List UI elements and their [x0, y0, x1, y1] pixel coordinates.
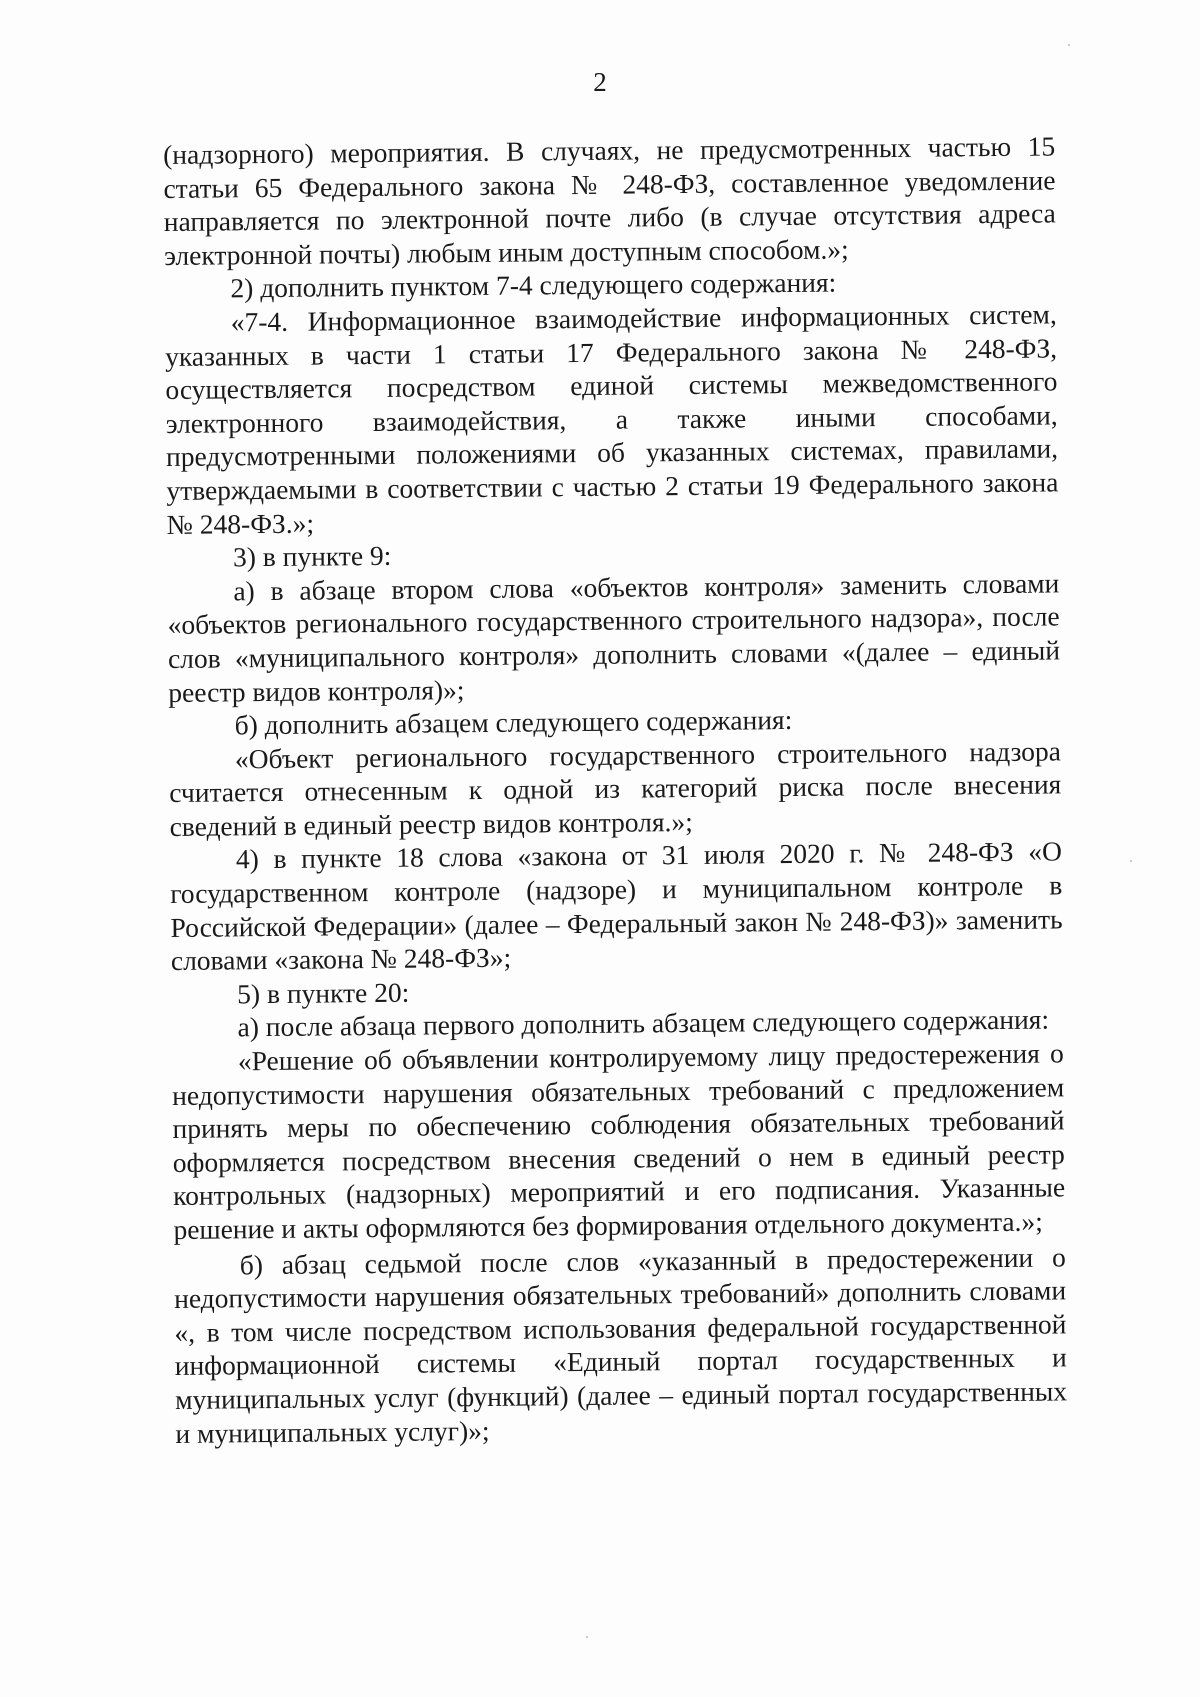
scan-speck [1068, 44, 1070, 46]
paragraph-item-4: 4) в пункте 18 слова «закона от 31 июля 2020 г. № 248-ФЗ «О государственном контроле (надзоре) и муниципальном контроле в Российской Федерации» (далее – Федеральный закон № 248-ФЗ)» заменить словами «закона № 248-ФЗ»; [170, 835, 1063, 977]
paragraph-item-2: 2) дополнить пунктом 7-4 следующего содержания: [230, 266, 837, 304]
paragraph-item-5: 5) в пункте 20: [237, 976, 410, 1010]
scan-speck [1130, 860, 1132, 862]
paragraph-item-5b: б) абзац седьмой после слов «указанный в предостережении о недопустимости нарушения обязательных требований» дополнить словами «, в том числе посредством использования федеральной государственной информационной системы «Единый портал государственных и муниципальных услуг (функций) (далее – единый портал государственных и муниципальных услуг)»; [173, 1240, 1068, 1449]
paragraph-item-3: 3) в пункте 9: [232, 539, 392, 573]
paragraph-item-5a: а) после абзаца первого дополнить абзацем следующего содержания: [237, 1003, 1050, 1043]
page-number: 2 [593, 67, 607, 97]
paragraph-quote-decision: «Решение об объявлении контролируемому лицу предостережения о недопустимости нарушения обязательных требований с предложением принять меры по обеспечению соблюдения обязательных требований оформляется посредством внесения сведений о нем в единый реестр контрольных (надзорных) мероприятий и его подписания. Указанные решение и акты оформляются без формирования отдельного документа.»; [172, 1037, 1066, 1245]
paragraph-quote-7-4: «7-4. Информационное взаимодействие информационных систем, указанных в части 1 статьи 17 Федерального закона № 248-ФЗ, осуществляется посредством единой системы межведомственного электронного взаимодействия, а также иными способами, предусмотренными положениями об указанных системах, правилами, утверждаемыми в соответствии с частью 2 статьи 19 Федерального закона № 248-ФЗ.»; [164, 298, 1059, 540]
paragraph-item-3a: а) в абзаце втором слова «объектов контроля» заменить словами «объектов регионального государственного строительного надзора», после слов «муниципального контроля» дополнить словами «(далее – единый реестр видов контроля)»; [167, 567, 1061, 708]
paragraph-item-3b: б) дополнить абзацем следующего содержания: [234, 704, 793, 741]
document-body [163, 129, 1068, 1450]
paragraph-continuation: (надзорного) мероприятия. В случаях, не предусмотренных частью 15 статьи 65 Федерального закона № 248-ФЗ, составленное уведомление направляется по электронной почте либо (в случае отсутствия адреса электронной почты) любым иным доступным способом.»; [163, 130, 1056, 271]
paragraph-quote-object: «Объект регионального государственного строительного надзора считается отнесенным к одной из категорий риска после внесения сведений в единый реестр видов контроля.»; [169, 735, 1062, 842]
scan-speck [586, 1636, 588, 1638]
